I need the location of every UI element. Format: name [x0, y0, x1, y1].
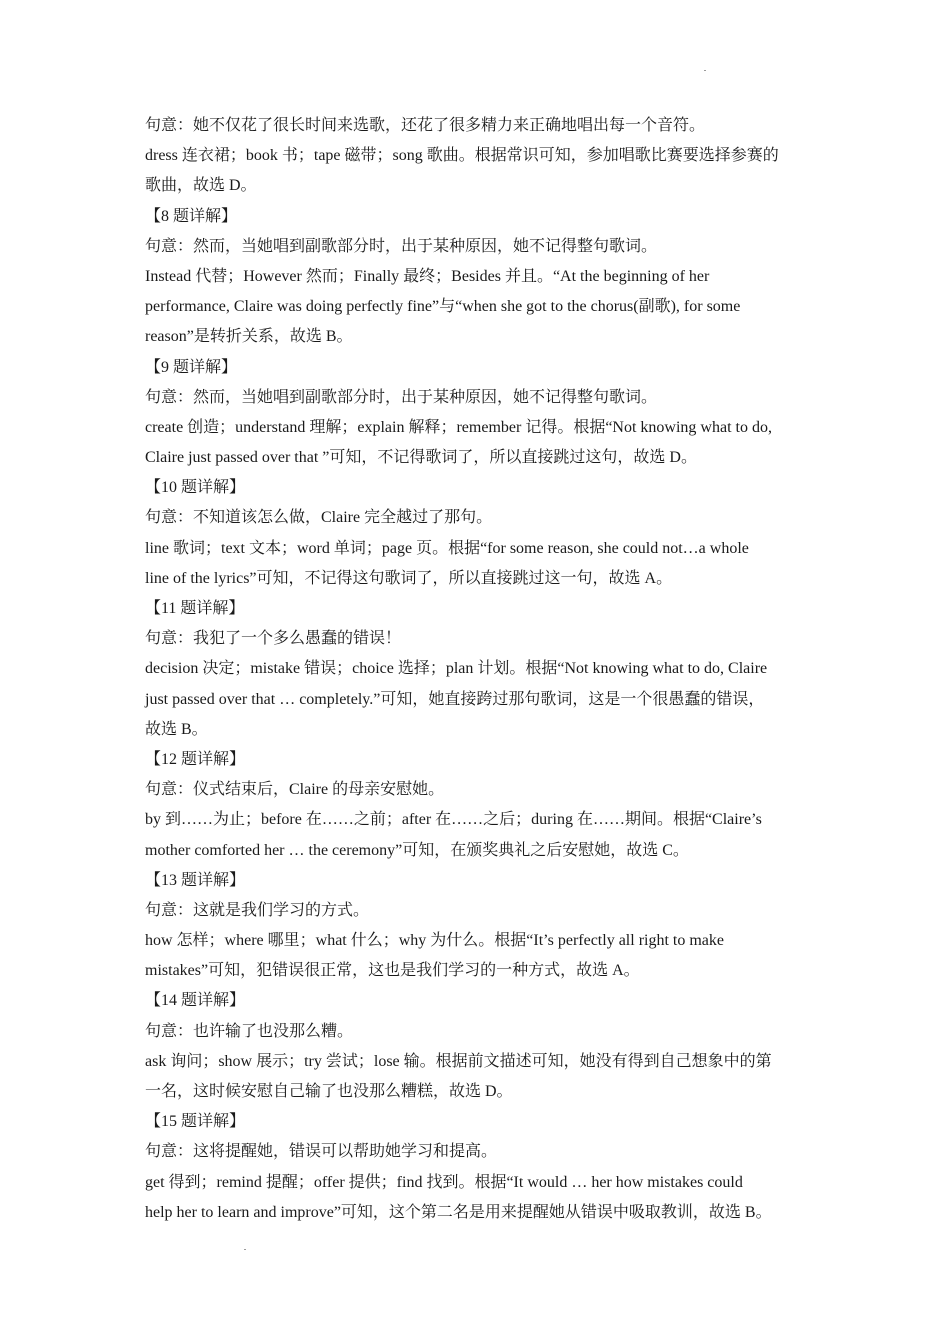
- text-line: 句意：不知道该怎么做，Claire 完全越过了那句。: [145, 509, 493, 527]
- section-heading: 【14 题详解】: [145, 992, 246, 1010]
- text-line: 句意：然而，当她唱到副歌部分时，出于某种原因，她不记得整句歌词。: [145, 388, 658, 406]
- section-heading: 【15 题详解】: [145, 1113, 246, 1131]
- corner-mark-bottom: [244, 1249, 246, 1250]
- text-line: 句意：她不仅花了很长时间来选歌，还花了很多精力来正确地唱出每一个音符。: [145, 117, 706, 134]
- text-line: 句意：这将提醒她，错误可以帮助她学习和提高。: [145, 1143, 498, 1161]
- text-line: 句意：这就是我们学习的方式。: [145, 901, 370, 919]
- text-line: 句意：然而，当她唱到副歌部分时，出于某种原因，她不记得整句歌词。: [145, 237, 658, 255]
- text-line: by 到……为止；before 在……之前；after 在……之后；during 在……期间。根据“Claire’s: [145, 811, 762, 829]
- text-line: Instead 代替；However 然而；Finally 最终；Besides 并且。“At the beginning of her: [145, 267, 710, 285]
- text-line: how 怎样；where 哪里；what 什么；why 为什么。根据“It’s perfectly all right to make: [145, 932, 725, 950]
- text-line: Claire just passed over that ”可知，不记得歌词了，所以直接跳过这句，故选 D。: [145, 449, 697, 467]
- text-line: create 创造；understand 理解；explain 解释；remember 记得。根据“Not knowing what to do,: [145, 418, 772, 436]
- text-line: performance, Claire was doing perfectly fine”与“when she got to the chorus(副歌), for some: [145, 298, 741, 316]
- text-line: 句意：也许输了也没那么糟。: [145, 1022, 354, 1040]
- text-line: 一名，这时候安慰自己输了也没那么糟糕，故选 D。: [145, 1083, 513, 1100]
- text-line: mistakes”可知，犯错误很正常，这也是我们学习的一种方式，故选 A。: [145, 962, 640, 980]
- text-line: get 得到；remind 提醒；offer 提供；find 找到。根据“It would … her how mistakes could: [145, 1173, 743, 1191]
- text-line: mother comforted her … the ceremony”可知，在颁奖典礼之后安慰她，故选 C。: [145, 841, 689, 859]
- document-body: [145, 111, 810, 1228]
- text-line: 歌曲，故选 D。: [145, 177, 257, 195]
- text-line: dress 连衣裙；book 书；tape 磁带；song 歌曲。根据常识可知，参加唱歌比赛要选择参赛的: [145, 147, 779, 165]
- text-line: line 歌词；text 文本；word 单词；page 页。根据“for some reason, she could not…a whole: [145, 539, 749, 557]
- text-line: reason”是转折关系，故选 B。: [145, 328, 353, 346]
- section-heading: 【9 题详解】: [145, 358, 238, 376]
- text-line: line of the lyrics”可知，不记得这句歌词了，所以直接跳过这一句，故选 A。: [145, 569, 673, 587]
- text-line: 故选 B。: [145, 720, 208, 738]
- text-line: decision 决定；mistake 错误；choice 选择；plan 计划。根据“Not knowing what to do, Claire: [145, 660, 768, 678]
- text-line: 句意：我犯了一个多么愚蠢的错误！: [145, 630, 402, 648]
- text-line: help her to learn and improve”可知，这个第二名是用来提醒她从错误中吸取教训，故选 B。: [145, 1203, 772, 1221]
- section-heading: 【12 题详解】: [145, 750, 246, 768]
- text-line: 句意：仪式结束后，Claire 的母亲安慰她。: [145, 781, 445, 799]
- section-heading: 【11 题详解】: [145, 600, 245, 617]
- corner-mark-top: [704, 70, 706, 71]
- section-heading: 【10 题详解】: [145, 479, 246, 497]
- section-heading: 【13 题详解】: [145, 871, 246, 889]
- section-heading: 【8 题详解】: [145, 207, 238, 225]
- text-line: ask 询问；show 展示；try 尝试；lose 输。根据前文描述可知，她没有得到自己想象中的第: [145, 1052, 772, 1070]
- text-line: just passed over that … completely.”可知，她直接跨过那句歌词，这是一个很愚蠢的错误，: [145, 690, 765, 708]
